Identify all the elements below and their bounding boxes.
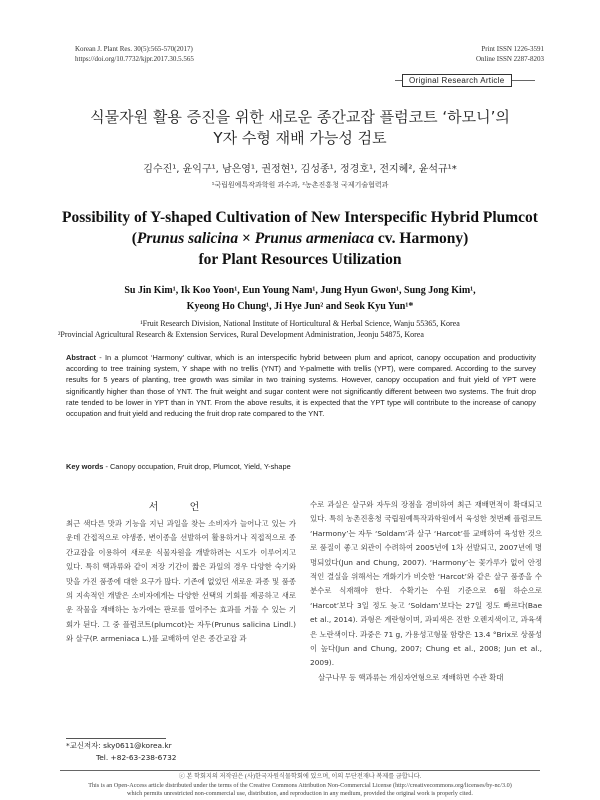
intro-right-column [310, 498, 542, 685]
copyright-line3: which permits unrestricted non-commercial use, distribution, and reproduction in any medium, provided the original work is properly cited. [127, 790, 473, 797]
title-times-sign: × [238, 230, 255, 247]
species-prunus-armeniaca: Prunus armeniaca [254, 230, 374, 247]
corresponding-label: *교신저자: [66, 741, 101, 750]
section-title: 서 언 [148, 502, 214, 513]
intro-paragraph-1: 최근 색다른 맛과 기능을 지닌 과일을 찾는 소비자가 늘어나고 있는 가운데 간접적으로 야생종, 변이종을 선발하여 활용하거나 직접적으로 종간교잡을 이용하여 새로운 식물자원을 개발하려는 시도가 이루어지고 있다. 특히 핵과류와 같이 저장 기간이 짧은 과일의 경우 다양한 숙기와 맛을 가진 품종에 대한 요구가 많다. 기존에 없었던 새로운 과종 및 품종의 지속적인 개발은 소비자에게는 다양한 선택의 기회를 제공하고 새로운 작물을 재배하는 농가에는 판로를 열어주는 효과를 거둘 수 있는 기회가 된다. 그 중 플럼코트(plumcot)는 자두(Prunus salicina Lindl.)와 살구(P. armeniaca L.)를 교배하여 얻은 종간교잡 과 [66, 519, 296, 644]
footnote-rule [66, 738, 166, 739]
species-prunus-salicina: Prunus salicina [136, 230, 239, 247]
keywords-text: - Canopy occupation, Fruit drop, Plumcot, Yield, Y-shape [103, 462, 291, 471]
korean-title-line1: 식물자원 활용 증진을 위한 새로운 종간교잡 플럼코트 ‘하모니’의 [90, 108, 510, 126]
journal-citation: Korean J. Plant Res. 30(5):565-570(2017) [75, 45, 193, 53]
copyright-line1: ⓒ 본 학회지의 저작권은 (사)한국자원식물학회에 있으며, 이의 무단전재나 복제를 금합니다. [178, 773, 422, 780]
copyright-rule [60, 770, 540, 771]
korean-authors: 김수진¹, 윤익구¹, 남은영¹, 권정현¹, 김성종¹, 정경호¹, 전지혜², 윤석규¹* [143, 164, 457, 175]
english-affiliation-2: ²Provincial Agricultural Research & Extension Services, Rural Development Administration, Jeonju 54875, Korea [58, 330, 424, 339]
abstract-label: Abstract [66, 353, 96, 362]
keywords-label: Key words [66, 462, 104, 471]
title-cultivar: cv. Harmony) [374, 230, 469, 247]
print-issn: Print ISSN 1226-3591 [481, 45, 544, 53]
abstract-text: - In a plumcot ‘Harmony’ cultivar, which is an interspecific hybrid between plum and apricot, canopy occupation and productivity according to tree training system, Y shape with no trellis (YNT) and Y-palmette with trellis (YPT), were compared. According to the survey results for 5 years of planting, tree growth was similar in two training systems. However, canopy occupation and fruit yield of YPT were significantly higher than those of YNT. The fruit weight and sugar content were not significantly different between two systems. The fruit drop rate tended to be lower in YPT than in YNT. From the above results, it is expected that the YPT type will contribute to the increase of canopy occupation and fruit yield and reducing the fruit drop rate compared to the YNT. [66, 353, 536, 419]
online-issn: Online ISSN 2287-8203 [475, 55, 544, 63]
copyright-line2: This is an Open-Access article distributed under the terms of the Creative Commons Attribution Non-Commercial License (http://creativecommons.org/licenses/by-nc/3.0) [88, 782, 512, 789]
title-open-paren: ( [131, 230, 137, 247]
corresponding-tel: Tel. +82-63-238-6732 [96, 753, 177, 762]
corresponding-email[interactable]: sky0611@korea.kr [100, 741, 172, 750]
english-title-line2 [30, 229, 570, 249]
english-authors-line1: Su Jin Kim¹, Ik Koo Yoon¹, Eun Young Nam¹, Jung Hyun Gwon¹, Sung Jong Kim¹, [124, 285, 476, 296]
english-title-line1: Possibility of Y-shaped Cultivation of New Interspecific Hybrid Plumcot [62, 209, 538, 226]
english-affiliation-1: ¹Fruit Research Division, National Institute of Horticultural & Herbal Science, Wanju 55365, Korea [140, 319, 460, 328]
intro-left-column [66, 517, 296, 647]
abstract [66, 352, 536, 419]
intro-paragraph-3: 살구나무 등 핵과류는 개심자연형으로 재배하면 수관 확대 [318, 672, 504, 682]
corresponding-author [66, 740, 172, 752]
korean-title-line2: Y자 수형 재배 가능성 검토 [213, 129, 387, 147]
article-type-badge: Original Research Article [402, 74, 512, 87]
keywords [66, 462, 291, 471]
intro-paragraph-2: 수로 과실은 살구와 자두의 장점을 겸비하여 최근 재배면적이 확대되고 있다. 특히 농촌진흥청 국립원예특작과학원에서 육성한 첫번째 플럼코트 ‘Harmony’는 자두 ‘Soldam’과 살구 ‘Harcot’를 교배하여 육성한 것으로 품질이 좋고 외관이 수려하여 2005년에 1차 선발되고, 2007년에 명명되었다(Jun and Chung, 2007). ‘Harmony’는 꽃가루가 없어 안정적인 결실을 위해서는 개화기가 비슷한 ‘Harcot’와 같은 살구 품종을 수분수로 식재해야 한다. 수확기는 수원 기준으로 6월 하순으로 ‘Harcot’보다 3일 정도 늦고 ‘Soldam’보다는 27일 정도 빠르다(Bae et al., 2014). 과형은 계란형이며, 과피색은 진한 오렌지색이고, 과육색은 노란색이다. 과중은 71 g, 가용성고형물 함량은 13.4 °Brix로 상품성이 높다(Jun and Chung, 2007; Chung et al., 2008; Jun et al., 2009). [310, 500, 542, 668]
doi-link[interactable]: https://doi.org/10.7732/kjpr.2017.30.5.565 [75, 55, 194, 63]
english-title-line3: for Plant Resources Utilization [198, 251, 402, 268]
korean-affiliations: ¹국립원예특작과학원 과수과, ²농촌진흥청 국제기술협력과 [211, 181, 389, 189]
english-authors-line2: Kyeong Ho Chung¹, Ji Hye Jun² and Seok Kyu Yun¹* [186, 301, 414, 312]
